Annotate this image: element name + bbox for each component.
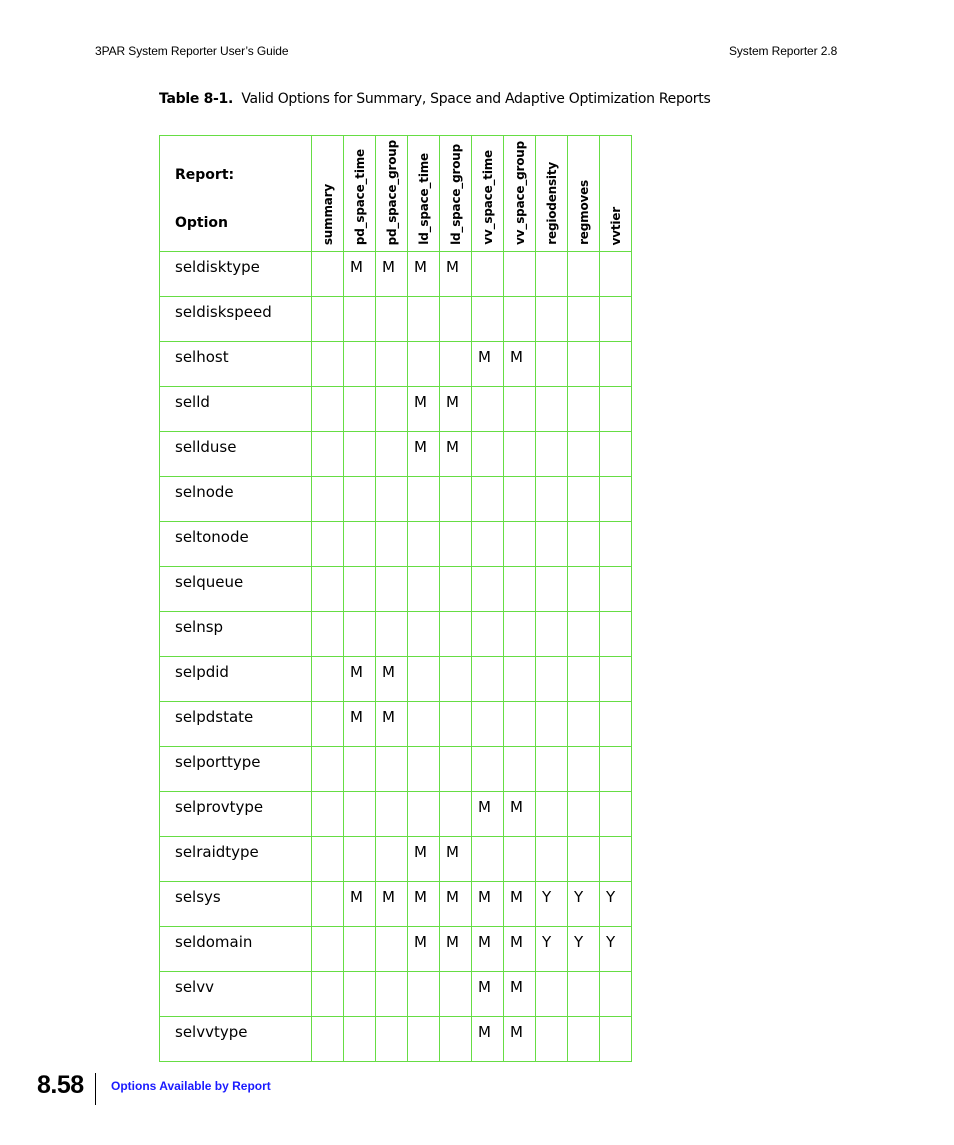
value-cell-ld_space_time (408, 567, 440, 612)
column-header (600, 136, 632, 252)
value-cell-pd_space_group: M (376, 252, 408, 297)
value-cell-regiodensity (536, 792, 568, 837)
option-name-cell: selpdstate (160, 702, 312, 747)
value-cell-pd_space_time: M (344, 702, 376, 747)
option-name-cell: selprovtype (160, 792, 312, 837)
value-cell-summary (312, 477, 344, 522)
value-cell-ld_space_time (408, 342, 440, 387)
value-cell-vv_space_time: M (472, 1017, 504, 1062)
value-cell-regmoves (568, 567, 600, 612)
value-cell-regiodensity (536, 702, 568, 747)
table-row (160, 432, 632, 477)
value-cell-ld_space_group: M (440, 837, 472, 882)
value-cell-summary (312, 1017, 344, 1062)
value-cell-pd_space_group (376, 972, 408, 1017)
value-cell-summary (312, 612, 344, 657)
value-cell-pd_space_time: M (344, 252, 376, 297)
value-cell-regmoves (568, 297, 600, 342)
value-cell-summary (312, 522, 344, 567)
table-row (160, 477, 632, 522)
running-header-left: 3PAR System Reporter User’s Guide (95, 44, 289, 58)
value-cell-ld_space_group (440, 747, 472, 792)
value-cell-vv_space_time: M (472, 342, 504, 387)
column-header (504, 136, 536, 252)
value-cell-ld_space_time: M (408, 837, 440, 882)
value-cell-summary (312, 747, 344, 792)
table-row (160, 387, 632, 432)
value-cell-vvtier (600, 657, 632, 702)
value-cell-vv_space_group (504, 702, 536, 747)
value-cell-ld_space_group (440, 522, 472, 567)
value-cell-vv_space_time: M (472, 927, 504, 972)
value-cell-ld_space_time: M (408, 882, 440, 927)
value-cell-ld_space_group (440, 297, 472, 342)
table-row (160, 612, 632, 657)
value-cell-vv_space_time (472, 567, 504, 612)
table-row (160, 837, 632, 882)
value-cell-pd_space_time (344, 387, 376, 432)
value-cell-ld_space_time (408, 657, 440, 702)
value-cell-summary (312, 567, 344, 612)
value-cell-ld_space_group: M (440, 882, 472, 927)
option-name-cell: selld (160, 387, 312, 432)
value-cell-vv_space_group (504, 297, 536, 342)
value-cell-ld_space_group (440, 972, 472, 1017)
value-cell-ld_space_time: M (408, 252, 440, 297)
value-cell-pd_space_group (376, 297, 408, 342)
value-cell-ld_space_group (440, 612, 472, 657)
value-cell-vv_space_time (472, 387, 504, 432)
value-cell-ld_space_group: M (440, 387, 472, 432)
option-name-cell: selqueue (160, 567, 312, 612)
value-cell-vv_space_time: M (472, 882, 504, 927)
table-row (160, 927, 632, 972)
column-header-label: vvtier (608, 206, 623, 245)
option-name-cell: seldisktype (160, 252, 312, 297)
value-cell-pd_space_time (344, 972, 376, 1017)
value-cell-pd_space_time (344, 297, 376, 342)
value-cell-pd_space_time (344, 927, 376, 972)
value-cell-pd_space_time (344, 567, 376, 612)
value-cell-ld_space_group (440, 567, 472, 612)
value-cell-regiodensity (536, 567, 568, 612)
value-cell-vvtier (600, 702, 632, 747)
value-cell-summary (312, 297, 344, 342)
value-cell-ld_space_time (408, 747, 440, 792)
table-row (160, 342, 632, 387)
value-cell-vvtier (600, 387, 632, 432)
value-cell-ld_space_group (440, 477, 472, 522)
value-cell-regiodensity (536, 297, 568, 342)
value-cell-regiodensity (536, 387, 568, 432)
table-caption-text: Valid Options for Summary, Space and Adaptive Optimization Reports (241, 91, 711, 107)
value-cell-vvtier (600, 972, 632, 1017)
table-row (160, 972, 632, 1017)
value-cell-vvtier (600, 1017, 632, 1062)
value-cell-ld_space_group (440, 792, 472, 837)
options-table (159, 135, 632, 1062)
value-cell-regmoves (568, 612, 600, 657)
table-row (160, 1017, 632, 1062)
value-cell-ld_space_group (440, 657, 472, 702)
value-cell-vv_space_time (472, 432, 504, 477)
value-cell-pd_space_time (344, 477, 376, 522)
value-cell-pd_space_group (376, 567, 408, 612)
footer-divider (95, 1073, 96, 1105)
column-header (440, 136, 472, 252)
value-cell-vvtier (600, 342, 632, 387)
value-cell-summary (312, 882, 344, 927)
table-body (160, 252, 632, 1062)
value-cell-regiodensity (536, 612, 568, 657)
value-cell-pd_space_time (344, 342, 376, 387)
value-cell-pd_space_time: M (344, 882, 376, 927)
value-cell-pd_space_group (376, 1017, 408, 1062)
table-row (160, 702, 632, 747)
option-name-cell: selsys (160, 882, 312, 927)
value-cell-summary (312, 432, 344, 477)
value-cell-vv_space_group: M (504, 1017, 536, 1062)
table-row (160, 657, 632, 702)
value-cell-vv_space_group: M (504, 882, 536, 927)
value-cell-pd_space_group (376, 522, 408, 567)
value-cell-pd_space_group: M (376, 657, 408, 702)
value-cell-vvtier (600, 252, 632, 297)
column-header (376, 136, 408, 252)
column-header (472, 136, 504, 252)
option-name-cell: sellduse (160, 432, 312, 477)
column-header-label: vv_space_time (480, 150, 495, 245)
value-cell-regmoves (568, 747, 600, 792)
option-name-cell: selraidtype (160, 837, 312, 882)
value-cell-vvtier (600, 567, 632, 612)
value-cell-vv_space_time (472, 657, 504, 702)
value-cell-vvtier (600, 747, 632, 792)
value-cell-vvtier: Y (600, 927, 632, 972)
value-cell-ld_space_time (408, 477, 440, 522)
option-name-cell: selvvtype (160, 1017, 312, 1062)
value-cell-ld_space_time (408, 1017, 440, 1062)
value-cell-regmoves (568, 477, 600, 522)
value-cell-regiodensity (536, 657, 568, 702)
value-cell-ld_space_group (440, 702, 472, 747)
value-cell-ld_space_time (408, 612, 440, 657)
value-cell-regiodensity (536, 837, 568, 882)
value-cell-pd_space_time (344, 612, 376, 657)
value-cell-pd_space_group (376, 342, 408, 387)
value-cell-regiodensity (536, 1017, 568, 1062)
value-cell-vv_space_time: M (472, 972, 504, 1017)
value-cell-vv_space_group: M (504, 342, 536, 387)
value-cell-regiodensity (536, 342, 568, 387)
option-name-cell: seltonode (160, 522, 312, 567)
value-cell-summary (312, 252, 344, 297)
option-name-cell: selporttype (160, 747, 312, 792)
column-header-label: regiodensity (544, 162, 559, 245)
column-header (536, 136, 568, 252)
option-name-cell: selhost (160, 342, 312, 387)
value-cell-pd_space_group (376, 747, 408, 792)
table-header-row (160, 136, 632, 252)
table-row (160, 792, 632, 837)
table-row (160, 297, 632, 342)
value-cell-ld_space_group: M (440, 927, 472, 972)
value-cell-ld_space_time (408, 522, 440, 567)
value-cell-pd_space_time (344, 792, 376, 837)
value-cell-vv_space_group (504, 522, 536, 567)
value-cell-vvtier: Y (600, 882, 632, 927)
value-cell-regmoves (568, 432, 600, 477)
value-cell-vv_space_group: M (504, 792, 536, 837)
value-cell-vv_space_time (472, 702, 504, 747)
column-header-label: summary (320, 183, 335, 245)
value-cell-regmoves (568, 252, 600, 297)
value-cell-pd_space_time (344, 747, 376, 792)
value-cell-summary (312, 702, 344, 747)
option-name-cell: seldiskspeed (160, 297, 312, 342)
value-cell-vvtier (600, 297, 632, 342)
value-cell-summary (312, 792, 344, 837)
table-row (160, 747, 632, 792)
value-cell-vv_space_time (472, 297, 504, 342)
value-cell-regmoves (568, 387, 600, 432)
value-cell-regiodensity (536, 477, 568, 522)
value-cell-ld_space_group (440, 1017, 472, 1062)
value-cell-vv_space_group (504, 252, 536, 297)
table-caption (159, 91, 710, 107)
value-cell-vv_space_group (504, 387, 536, 432)
value-cell-pd_space_time (344, 432, 376, 477)
footer-section-link[interactable]: Options Available by Report (111, 1079, 271, 1093)
table-caption-label: Table 8-1. (159, 91, 233, 107)
value-cell-regmoves (568, 342, 600, 387)
header-option-label: Option (175, 215, 228, 231)
value-cell-regiodensity (536, 522, 568, 567)
column-header-label: pd_space_group (384, 139, 399, 245)
value-cell-ld_space_time: M (408, 927, 440, 972)
value-cell-regiodensity (536, 747, 568, 792)
page-number: 8.58 (37, 1071, 84, 1099)
running-header-right: System Reporter 2.8 (729, 44, 838, 58)
header-report-option (160, 136, 312, 252)
value-cell-vv_space_group (504, 837, 536, 882)
value-cell-pd_space_time (344, 837, 376, 882)
value-cell-vv_space_group (504, 477, 536, 522)
option-name-cell: selnode (160, 477, 312, 522)
value-cell-ld_space_time (408, 297, 440, 342)
value-cell-vvtier (600, 837, 632, 882)
value-cell-vv_space_time (472, 612, 504, 657)
table-row (160, 252, 632, 297)
column-header (568, 136, 600, 252)
value-cell-summary (312, 342, 344, 387)
table-row (160, 882, 632, 927)
option-name-cell: seldomain (160, 927, 312, 972)
value-cell-vv_space_group (504, 567, 536, 612)
value-cell-vv_space_group (504, 432, 536, 477)
value-cell-regiodensity (536, 432, 568, 477)
option-name-cell: selvv (160, 972, 312, 1017)
value-cell-regmoves (568, 657, 600, 702)
value-cell-pd_space_time: M (344, 657, 376, 702)
value-cell-regiodensity (536, 252, 568, 297)
value-cell-vv_space_group (504, 657, 536, 702)
value-cell-pd_space_group (376, 612, 408, 657)
column-header-label: pd_space_time (352, 148, 367, 245)
value-cell-regmoves (568, 792, 600, 837)
value-cell-pd_space_time (344, 522, 376, 567)
value-cell-summary (312, 657, 344, 702)
value-cell-pd_space_time (344, 1017, 376, 1062)
value-cell-vvtier (600, 477, 632, 522)
value-cell-summary (312, 972, 344, 1017)
value-cell-ld_space_group: M (440, 432, 472, 477)
value-cell-vv_space_group: M (504, 927, 536, 972)
value-cell-summary (312, 387, 344, 432)
value-cell-vv_space_time (472, 477, 504, 522)
value-cell-regmoves (568, 837, 600, 882)
column-header-label: ld_space_time (416, 153, 431, 245)
column-header-label: regmoves (576, 180, 591, 245)
value-cell-vv_space_time (472, 252, 504, 297)
table-row (160, 522, 632, 567)
value-cell-vvtier (600, 522, 632, 567)
value-cell-regmoves (568, 702, 600, 747)
value-cell-ld_space_group (440, 342, 472, 387)
value-cell-ld_space_time: M (408, 387, 440, 432)
value-cell-pd_space_group: M (376, 702, 408, 747)
value-cell-vv_space_group (504, 747, 536, 792)
value-cell-ld_space_time (408, 792, 440, 837)
value-cell-vv_space_time: M (472, 792, 504, 837)
value-cell-regmoves (568, 1017, 600, 1062)
value-cell-pd_space_group (376, 837, 408, 882)
value-cell-regiodensity: Y (536, 882, 568, 927)
option-name-cell: selpdid (160, 657, 312, 702)
value-cell-regmoves: Y (568, 927, 600, 972)
value-cell-regmoves (568, 972, 600, 1017)
value-cell-summary (312, 927, 344, 972)
value-cell-vvtier (600, 792, 632, 837)
value-cell-pd_space_group (376, 927, 408, 972)
value-cell-ld_space_group: M (440, 252, 472, 297)
value-cell-summary (312, 837, 344, 882)
value-cell-vv_space_time (472, 837, 504, 882)
column-header-label: ld_space_group (448, 144, 463, 245)
value-cell-regmoves (568, 522, 600, 567)
value-cell-regiodensity: Y (536, 927, 568, 972)
value-cell-ld_space_time: M (408, 432, 440, 477)
value-cell-ld_space_time (408, 972, 440, 1017)
value-cell-pd_space_group: M (376, 882, 408, 927)
value-cell-vv_space_time (472, 522, 504, 567)
value-cell-regiodensity (536, 972, 568, 1017)
table-row (160, 567, 632, 612)
value-cell-pd_space_group (376, 792, 408, 837)
option-name-cell: selnsp (160, 612, 312, 657)
column-header (344, 136, 376, 252)
column-header-label: vv_space_group (512, 141, 527, 245)
value-cell-pd_space_group (376, 387, 408, 432)
value-cell-vvtier (600, 612, 632, 657)
value-cell-vv_space_group (504, 612, 536, 657)
value-cell-ld_space_time (408, 702, 440, 747)
value-cell-vv_space_time (472, 747, 504, 792)
column-header (312, 136, 344, 252)
column-header (408, 136, 440, 252)
header-report-label: Report: (175, 167, 235, 183)
value-cell-vvtier (600, 432, 632, 477)
value-cell-pd_space_group (376, 432, 408, 477)
value-cell-vv_space_group: M (504, 972, 536, 1017)
value-cell-regmoves: Y (568, 882, 600, 927)
value-cell-pd_space_group (376, 477, 408, 522)
